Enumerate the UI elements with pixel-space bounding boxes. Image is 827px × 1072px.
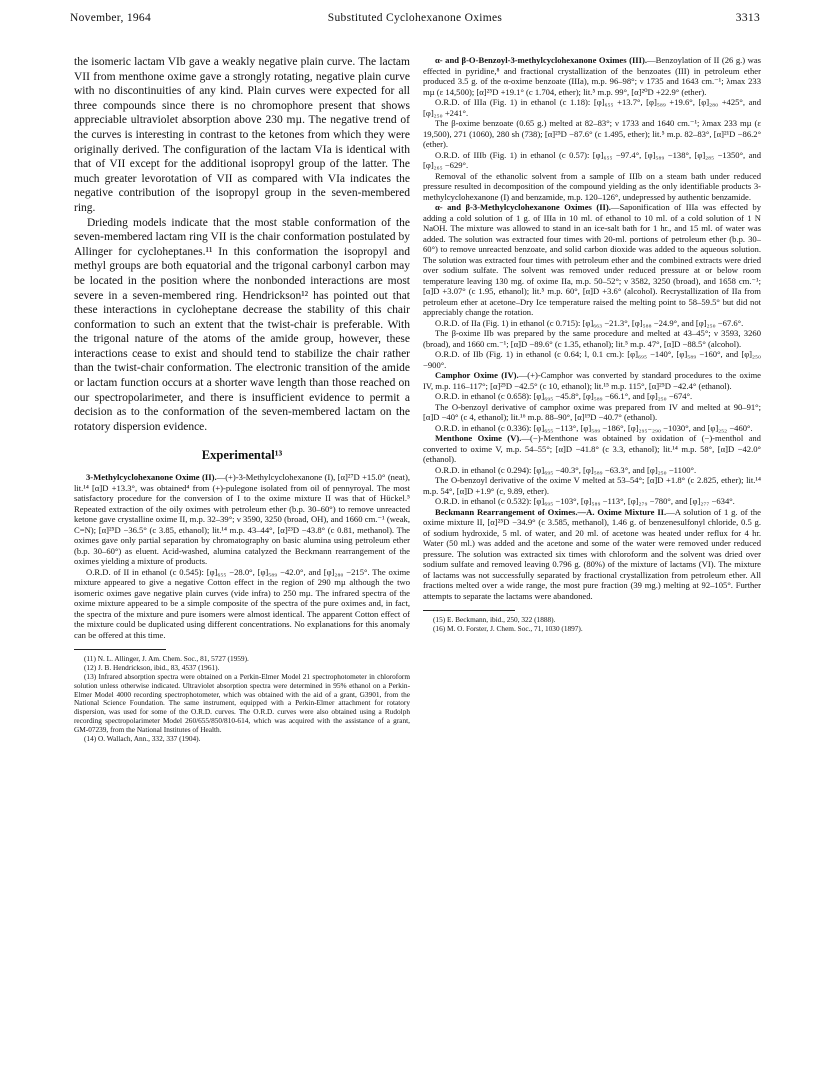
paragraph-text: O.R.D. in ethanol (c 0.294): [φ]₆₉₅ −40.3°, [φ]₅₈₉ −63.3°, and [φ]₂₅₀ −1100°. bbox=[435, 464, 697, 475]
paragraph-text: O.R.D. of II in ethanol (c 0.545): [φ]₆₅₅ −28.0°, [φ]₅₈₉ −42.0°, and [φ]₂₈₀ −215°. The oxime mixture appeared to give a negative Cotton effect in the region of 290 mµ although the two isomeric oximes gave negative plain curves (vide infra) to 250 mµ. The infrared spectra of the oxime mixture appeared to be a simple composite of the spectra of the pure oximes and, in fact, the spectra of the mixture and pure isomers were almost identical. The apparent Cotton effect of the mixture could be duplicated using different concentrations. No explanations for this anomaly can be offered at this time. bbox=[74, 566, 410, 640]
body-paragraph: the isomeric lactam VIb gave a weakly negative plain curve. The lactam VII from menthone oxime gave a strongly rotating, negative plain curve with no discontinuities of any kind. Plain curves were expected for all three compounds since there is no chromophore present that shows appreciable ultraviolet absorption above 230 mµ. The negative trend of the curves is interesting in contrast to the ketones from which they were originally derived. The configuration of the lactam VIa is identical with that of VII except for the additional isopropyl group of the latter. The much greater levorotation of VII as compared with VIa indicates the negative contribution of the isopropyl group in the seven-membered ring. bbox=[74, 56, 410, 214]
experimental-paragraph bbox=[423, 150, 761, 171]
footnote-divider bbox=[74, 649, 166, 650]
experimental-paragraph bbox=[423, 202, 761, 318]
paragraph-text: —Benzoylation of II (26 g.) was effected in pyridine,⁸ and fractional crystallization of the benzoates (III) in petroleum ether produced 3.5 g. of the α-oxime benzoate (IIIa), m.p. 96–98°; ν 1735 and 1643 cm.⁻¹; λmax 233 mµ (ε 14,500); [α]²⁵D +19.1° (c 1.704, ether); lit.⁵ m.p. 99°, [α]²⁰D +22.9° (ether). bbox=[423, 55, 761, 97]
left-column bbox=[74, 55, 410, 1065]
experimental-paragraph bbox=[423, 349, 761, 370]
paragraph-text: —Saponification of IIIa was effected by adding a cold solution of 1 g. of IIIa in 10 ml. of ethanol to 10 ml. of a cold solution of 1 N NaOH. The mixture was allowed to stand in an ice-salt bath for 1 hr., and 15 ml. of water was added. The solution was extracted four times with 20-ml. portions of petroleum ether (b.p. 30–60°) to remove unreacted benzoate, and solid carbon dioxide was added to the aqueous solution. The solution was extracted four times with petroleum ether and the combined extracts were dried over sodium sulfate. The solvent was removed under reduced pressure at or below room temperature leaving 130 mg. of oxime IIa, m.p. 50–52°; ν 3582, 3250 (broad), and 1658 cm.⁻¹; [α]D +3.07° (c 1.95, ethanol); lit.⁵ m.p. 60°, [α]D +3.6° (alcohol). Recrystallization of IIa from petroleum ether at acetone–Dry Ice temperature raised the melting point to 58–59.5° but did not appreciably change the rotation. bbox=[423, 202, 761, 317]
paragraph-text: —A solution of 1 g. of the oxime mixture II, [α]²⁵D −34.9° (c 3.585, methanol), 1.46 g. of benzenesulfonyl chloride, 0.5 g. of sodium hydroxide, 5 ml. of water, and 20 ml. of acetone was heated under reflux for 4 hr. Water (50 ml.) was added and the acetone and some of the water were removed under reduced pressure. The solution was extracted six times with chloroform and the solvent was dried over sodium sulfate and removed leaving 0.796 g. (80%) of the mixture of lactams (VI). The mixture of lactams was not successfully separated by fractional crystallization from petroleum ether. All fractions melted over a wide range, the most pure fraction (39 mg.) melting at 92–105°. Further attempts to separate the lactams were abandoned. bbox=[423, 506, 761, 601]
paragraph-text: The O-benzoyl derivative of camphor oxime was prepared from IV and melted at 90–91°; [α]D −40° (c 4, ethanol); lit.¹⁶ m.p. 88–90°, [α]¹⁹D −40.7° (ethanol). bbox=[423, 401, 761, 422]
right-column bbox=[423, 55, 761, 1065]
paragraph-text: O.R.D. of IIIb (Fig. 1) in ethanol (c 0.57): [φ]₆₅₅ −97.4°, [φ]₅₈₉ −138°, [φ]₂₈₅ −1350°, and [φ]₂₆₅ −629°. bbox=[423, 149, 761, 170]
page-number: 3313 bbox=[735, 12, 760, 24]
experimental-heading: Experimental¹³ bbox=[201, 448, 283, 463]
paragraph-text: The β-oxime benzoate (0.65 g.) melted at 82–83°; ν 1733 and 1640 cm.⁻¹; λmax 233 mµ (ε 19,500), 271 (1060), 280 sh (738); [α]²⁵D −87.6° (c 1.495, ether); lit.⁵ m.p. 82–83°, [α]²¹D −86.2° (ether). bbox=[423, 118, 761, 149]
experimental-paragraph bbox=[423, 433, 761, 465]
experimental-paragraph bbox=[423, 475, 761, 496]
experimental-paragraph bbox=[423, 171, 761, 203]
experimental-paragraph bbox=[423, 496, 761, 507]
paragraph-text: —(+)-Camphor was converted by standard procedures to the oxime IV, m.p. 116–117°; [α]²⁵D −42.5° (c 10, ethanol); lit.¹⁵ m.p. 115°, [α]²⁵D −42.4° (ethanol). bbox=[423, 370, 761, 391]
paragraph-text: O.R.D. in ethanol (c 0.336): [φ]₆₅₅ −113°, [φ]₅₈₉ −186°, [φ]₂₉₅₋₂₉₀ −1030°, and [φ]₂₅₂ −460°. bbox=[435, 422, 753, 433]
paragraph-text: The O-benzoyl derivative of the oxime V melted at 53–54°; [α]D +1.8° (c 2.825, ether); lit.¹⁴ m.p. 54°, [α]D +1.9° (c, 9.89, ether). bbox=[423, 475, 761, 496]
paragraph-text: O.R.D. in ethanol (c 0.658): [φ]₆₉₅ −45.8°, [φ]₅₈₉ −66.1°, and [φ]₂₅₀ −674°. bbox=[435, 391, 693, 401]
experimental-paragraph bbox=[74, 567, 410, 641]
experimental-paragraph bbox=[423, 55, 761, 97]
paragraph-text: O.R.D. of IIIa (Fig. 1) in ethanol (c 1.18): [φ]₆₅₅ +13.7°, [φ]₅₈₉ +19.6°, [φ]₂₈₀ +425°, and [φ]₂₅₀ +241°. bbox=[423, 97, 761, 118]
experimental-paragraph bbox=[423, 402, 761, 423]
header-title: Substituted Cyclohexanone Oximes bbox=[327, 12, 503, 24]
paragraph-heading: 3-Methylcyclohexanone Oxime (II). bbox=[86, 472, 217, 483]
paragraph-heading: α- and β-O-Benzoyl-3-methylcyclohexanone Oximes (III). bbox=[435, 55, 648, 65]
footnote: (11) N. L. Allinger, J. Am. Chem. Soc., 81, 5727 (1959). bbox=[84, 654, 249, 664]
body-paragraph: Drieding models indicate that the most stable conformation of the seven-membered lactam ring VII is the chair conformation postulated by Allinger for cycloheptanes.¹¹ In this conformation the isopropyl and methyl groups are both equatorial and the trigonal carbonyl carbon may be located in the position where the nonbonded interactions are most severe in a seven-membered ring. Hendrickson¹² has pointed out that these interactions in cycloheptane decrease the stability of this chair conformation to such an extent that the twist-chair is preferable. With the trigonal nature of the atoms of the amide group, however, these interactions cease to exist and should tend to stabilize the chair rather than the twist-chair conformation. The electronic transition of the amide or lactam function occurs at a shorter wave length than those reached on our spectropolarimeter, and there is insufficient evidence to permit a decision as to the conformation of the seven-membered lactam on the rotatory dispersion evidence. bbox=[74, 216, 410, 433]
experimental-paragraph bbox=[423, 423, 761, 434]
paragraph-text: —(−)-Menthone was obtained by oxidation of (−)-menthol and converted to oxime V, m.p. 54–55°; [α]D −41.8° (c 3.3, ethanol); lit.¹⁴ m.p. 58°, [α]D −42.0° (ethanol). bbox=[423, 433, 761, 464]
experimental-paragraph bbox=[423, 318, 761, 329]
experimental-paragraph bbox=[423, 370, 761, 391]
footnote: (16) M. O. Forster, J. Chem. Soc., 71, 1030 (1897). bbox=[433, 623, 583, 633]
footnote: (13) Infrared absorption spectra were obtained on a Perkin-Elmer Model 21 spectrophotometer in chloroform solution unless otherwise indicated. Ultraviolet absorption spectra were determined in 95% ethanol on a Perkin-Elmer Model 4000 recording spectrophotometer, which was obtained with the aid of a grant, G3901, from the National Science Foundation. The same instrument, equipped with a Perkin-Elmer attachment for rotatory dispersion, was used for some of the O.R.D. curves. The O.R.D. curves were also obtained using a Rudolph recording spectropolarimeter Model 260/655/850/810-614, which was acquired with the assistance of a grant, GM-07239, from the National Institutes of Health. bbox=[74, 672, 410, 734]
paragraph-heading: α- and β-3-Methylcyclohexanone Oximes (II). bbox=[435, 202, 611, 212]
running-header bbox=[70, 12, 760, 28]
experimental-paragraph bbox=[74, 472, 410, 567]
paragraph-text: O.R.D. of IIa (Fig. 1) in ethanol (c 0.715): [φ]₆₆₃ −21.3°, [φ]₅₈₈ −24.9°, and [φ]₂₅₀ −67.6°. bbox=[435, 317, 744, 328]
footnote-divider bbox=[423, 610, 515, 611]
paragraph-text: The β-oxime IIb was prepared by the same procedure and melted at 43–45°; ν 3593, 3260 (broad), and 1660 cm.⁻¹; [α]D −89.6° (c 1.35, ethanol); lit.⁵ m.p. 47°, [α]D −88.5° (alcohol). bbox=[423, 328, 761, 349]
header-date: November, 1964 bbox=[70, 12, 152, 24]
experimental-paragraph bbox=[423, 97, 761, 118]
footnote: (14) O. Wallach, Ann., 332, 337 (1904). bbox=[84, 733, 201, 743]
paragraph-heading: Camphor Oxime (IV). bbox=[435, 370, 519, 380]
paragraph-heading: Menthone Oxime (V). bbox=[435, 433, 522, 443]
paragraph-heading: Beckmann Rearrangement of Oximes.—A. Oxime Mixture II. bbox=[435, 506, 667, 517]
experimental-paragraph bbox=[423, 328, 761, 349]
experimental-paragraph bbox=[423, 118, 761, 150]
paragraph-text: Removal of the ethanolic solvent from a sample of IIIb on a steam bath under reduced pressure resulted in decomposition of the compound yielding as the only identifiable products 3-methylcyclohexanone (I) and benzamide, m.p. 120–126°, undepressed by authentic benzamide. bbox=[423, 170, 761, 202]
paragraph-text: O.R.D. of IIb (Fig. 1) in ethanol (c 0.64; l, 0.1 cm.): [φ]₆₉₅ −140°, [φ]₅₈₉ −160°, and [φ]₂₅₀ −900°. bbox=[423, 349, 761, 370]
footnote: (12) J. B. Hendrickson, ibid., 83, 4537 (1961). bbox=[84, 663, 220, 673]
experimental-paragraph bbox=[423, 391, 761, 402]
experimental-paragraph bbox=[423, 507, 761, 602]
paragraph-text: —(+)-3-Methylcyclohexanone (I), [α]²⁷D +15.0° (neat), lit.¹⁴ [α]D +13.3°, was obtained⁴ from (+)-pulegone isolated from oil of pennyroyal. The most satisfactory procedure for the conversion of I to the oxime mixture II was that of Hückel.⁵ Repeated extraction of the oily oximes with petroleum ether (b.p. 30–60°) to remove unreacted ketone gave crystalline oxime II, m.p. 32–39°; ν 3590, 3250 (broad, OH), and 1660 cm.⁻¹ (weak, C=N); [α]²⁵D −36.5° (c 3.85, ethanol); lit.¹⁴ m.p. 43–44°, [α]²³D −43.8° (c 0.81, methanol). The oximes gave only partial separation by chromatography on basic alumina using petroleum ether (b.p. 30–60°) as eluent. Acid-washed, alumina catalyzed the Beckmann rearrangement of the oximes yielding a mixture of products. bbox=[74, 472, 410, 567]
experimental-paragraph bbox=[423, 465, 761, 476]
paragraph-text: O.R.D. in ethanol (c 0.532): [φ]₆₉₅ −103°, [φ]₅₈₉ −113°, [φ]₂₇₉ −780°, and [φ]₂₇₇ −634°. bbox=[435, 496, 735, 506]
footnote: (15) E. Beckmann, ibid., 250, 322 (1888). bbox=[433, 615, 556, 624]
